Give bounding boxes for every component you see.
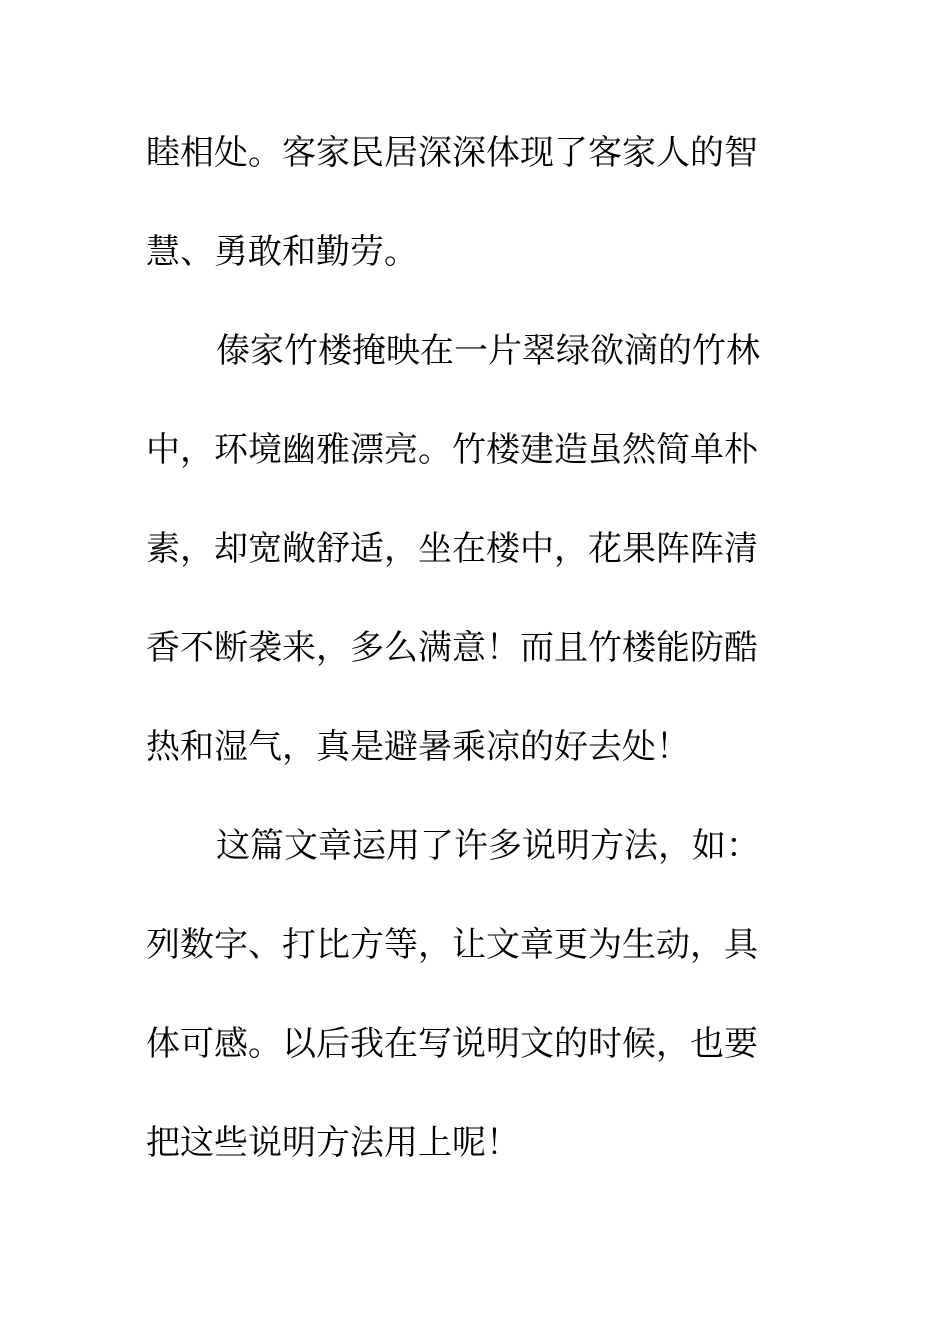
document-body <box>146 118 786 1207</box>
paragraph-2-line-5: 热和湿气，真是避暑乘凉的好去处！ <box>146 727 690 767</box>
paragraph-2-line-4: 香不断袭来，多么满意！而且竹楼能防酷 <box>146 628 758 668</box>
paragraph-3-line-4: 把这些说明方法用上呢！ <box>146 1123 520 1163</box>
paragraph-3-line-2: 列数字、打比方等，让文章更为生动，具 <box>146 925 758 965</box>
paragraph-2-line-3: 素，却宽敞舒适，坐在楼中，花果阵阵清 <box>146 529 758 569</box>
paragraph-2-line-1: 傣家竹楼掩映在一片翠绿欲滴的竹林 <box>216 331 760 371</box>
paragraph-3-line-1: 这篇文章运用了许多说明方法，如： <box>216 826 760 866</box>
paragraph-1-line-1: 睦相处。客家民居深深体现了客家人的智 <box>146 133 758 173</box>
paragraph-3-line-3: 体可感。以后我在写说明文的时候，也要 <box>146 1024 758 1064</box>
paragraph-1-line-2: 慧、勇敢和勤劳。 <box>146 232 418 272</box>
paragraph-2-line-2: 中，环境幽雅漂亮。竹楼建造虽然简单朴 <box>146 430 758 470</box>
